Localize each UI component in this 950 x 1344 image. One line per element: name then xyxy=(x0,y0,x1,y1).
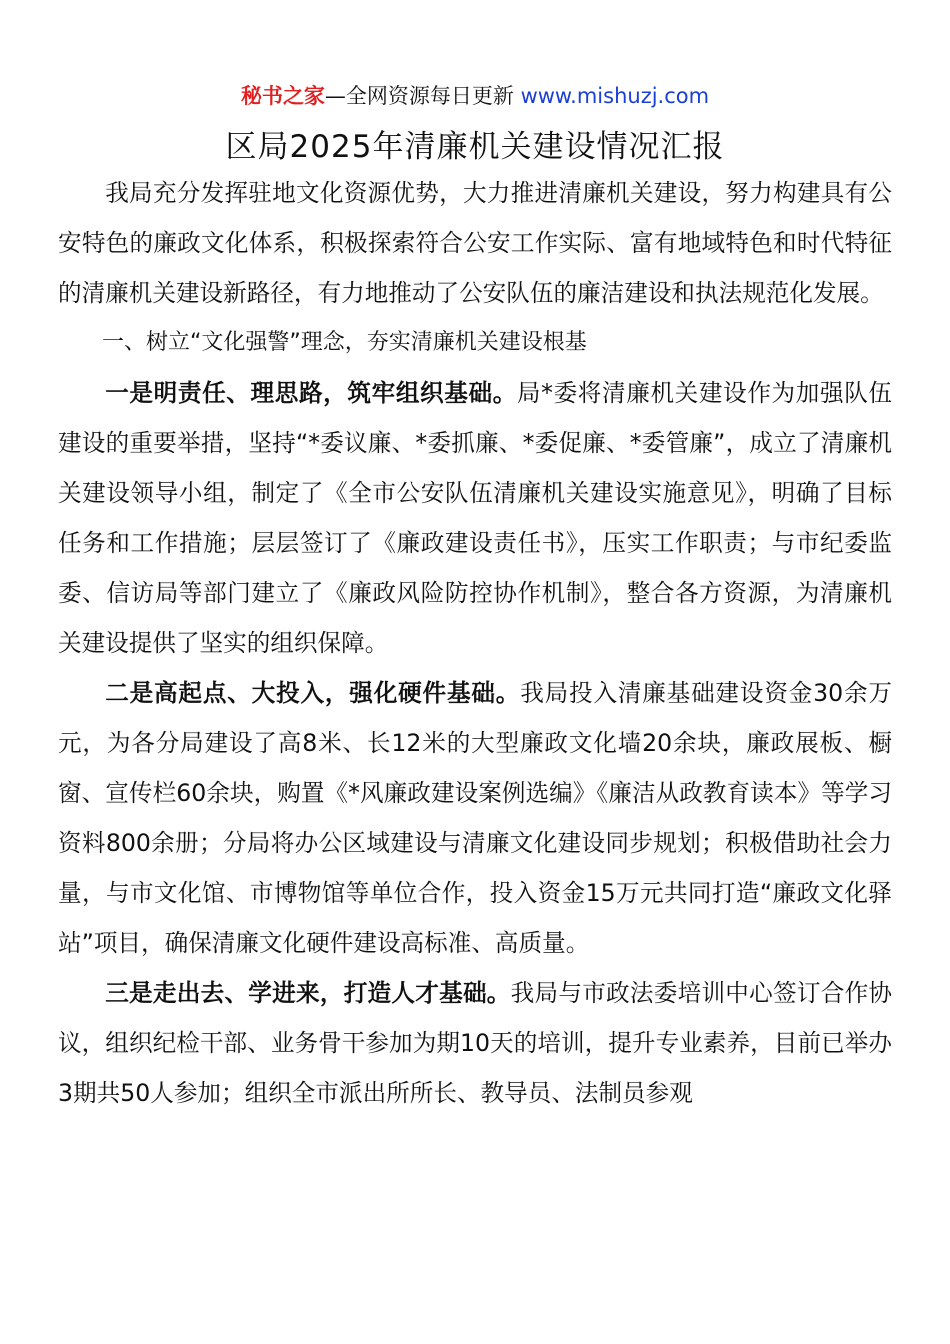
paragraph-1 xyxy=(58,368,892,668)
paragraph-3 xyxy=(58,968,892,1118)
paragraph-3-text: 我局与市政法委培训中心签订合作协议，组织纪检干部、业务骨干参加为期10天的培训，提升专业素养，目前已举办3期共50人参加；组织全市派出所所长、教导员、法制员参观 xyxy=(58,979,893,1107)
site-url-link[interactable]: www.mishuzj.com xyxy=(520,84,710,108)
paragraph-3-lead: 三是走出去、学进来，打造人才基础。 xyxy=(105,979,511,1007)
paragraph-2 xyxy=(58,668,892,968)
document-title: 区局2025年清廉机关建设情况汇报 xyxy=(225,129,725,165)
site-header xyxy=(0,80,950,112)
paragraph-2-text: 我局投入清廉基础建设资金30余万元，为各分局建设了高8米、长12米的大型廉政文化墙20余块，廉政展板、橱窗、宣传栏60余块，购置《*风廉政建设案例选编》《廉洁从政教育读本》等学习资料800余册；分局将办公区域建设与清廉文化建设同步规划；积极借助社会力量，与市文化馆、市博物馆等单位合作，投入资金15万元共同打造“廉政文化驿站”项目，确保清廉文化硬件建设高标准、高质量。 xyxy=(58,679,892,957)
document-body xyxy=(58,168,892,1118)
intro-paragraph: 我局充分发挥驻地文化资源优势，大力推进清廉机关建设，努力构建具有公安特色的廉政文化体系，积极探索符合公安工作实际、富有地域特色和时代特征的清廉机关建设新路径，有力地推动了公安队伍的廉洁建设和执法规范化发展。 xyxy=(58,179,892,307)
paragraph-1-text: 局*委将清廉机关建设作为加强队伍建设的重要举措，坚持“*委议廉、*委抓廉、*委促廉、*委管廉”，成立了清廉机关建设领导小组，制定了《全市公安队伍清廉机关建设实施意见》，明确了目标任务和工作措施；层层签订了《廉政建设责任书》，压实工作职责；与市纪委监委、信访局等部门建立了《廉政风险防控协作机制》，整合各方资源，为清廉机关建设提供了坚实的组织保障。 xyxy=(58,379,893,657)
paragraph-2-lead: 二是高起点、大投入，强化硬件基础。 xyxy=(105,679,521,707)
section-heading: 一、树立“文化强警”理念，夯实清廉机关建设根基 xyxy=(102,330,587,355)
brand-name: 秘书之家 xyxy=(240,84,325,108)
paragraph-1-lead: 一是明责任、理思路，筑牢组织基础。 xyxy=(105,379,517,407)
header-tagline: —全网资源每日更新 xyxy=(324,84,521,108)
